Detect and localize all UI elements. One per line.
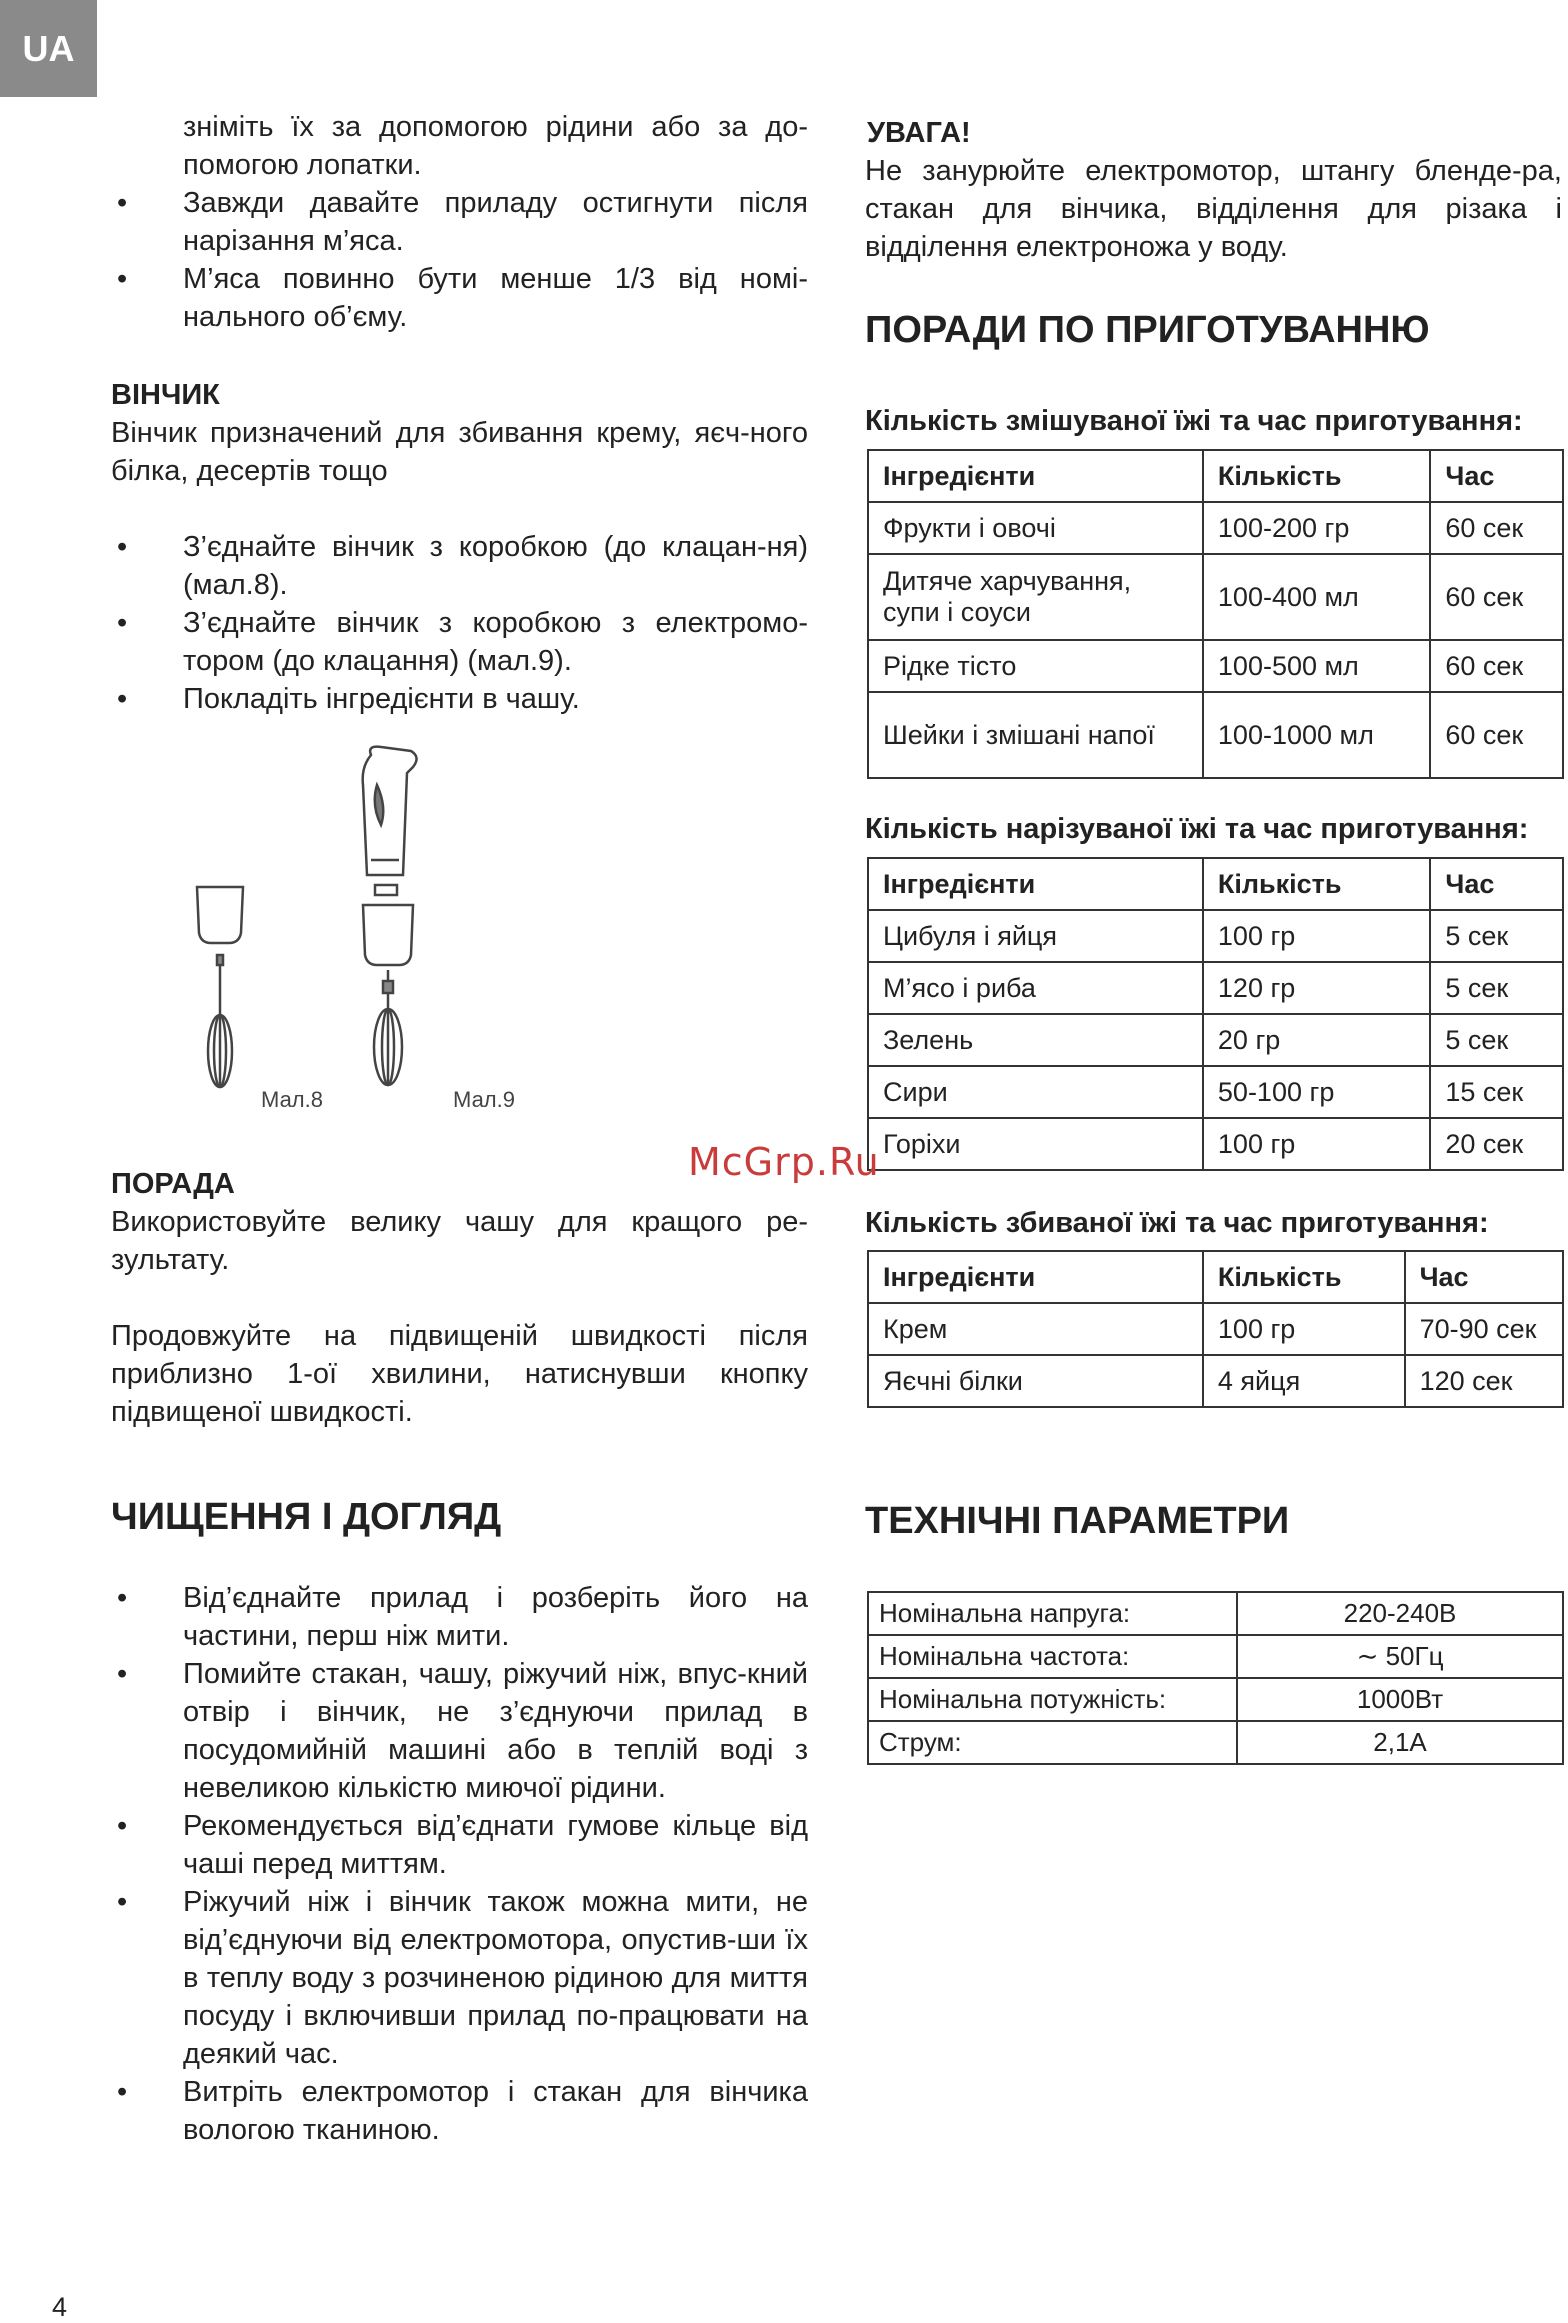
whisk-illustration [181,745,621,1115]
table-row [868,910,1563,962]
list-item: • Помийте стакан, чашу, ріжучий ніж, впус-кний отвір і вінчик, не з’єднуючи прилад в посудомийній машині або в теплій воді з невеликою кількістю миючої рідини. [117,1658,808,1804]
warning-text: Не занурюйте електромотор, штангу бленде-ра, стакан для вінчика, відділення для різака і відділення електроножа у воду. [865,155,1562,263]
tip-paragraph-1: Використовуйте велику чашу для кращого ре-зультату. [111,1206,808,1276]
table-row [868,554,1563,640]
fig9-blender-drawing [363,747,417,1085]
table-row [868,1014,1563,1066]
table-cell: 20 сек [1430,1118,1563,1170]
table-cell: Шейки і змішані напої [868,692,1203,778]
tip-paragraph-2: Продовжуйте на підвищеній швидкості після приблизно 1-ої хвилини, натиснувши кнопку підвищеної швидкості. [111,1320,808,1428]
chopping-table [867,857,1564,1171]
whipping-table [867,1250,1564,1408]
table-header-row [868,858,1563,910]
whisk-heading: ВІНЧИК [111,379,220,411]
list-item: • Від’єднайте прилад і розберіть його на частини, перш ніж мити. [117,1582,808,1652]
fig9-label: Мал.9 [453,1087,515,1112]
header-cell: Інгредієнти [868,450,1203,502]
table-cell: 60 сек [1430,692,1563,778]
table-row [868,1303,1563,1355]
table-row [868,1635,1563,1678]
list-item: • М’яса повинно бути менше 1/3 від номі-нального об’єму. [117,263,808,333]
table-cell: Дитяче харчування, супи і соуси [868,554,1203,640]
warning-heading: УВАГА! [867,117,971,149]
mixing-table [867,449,1564,779]
list-item: • З’єднайте вінчик з коробкою з електромо-тором (до клацання) (мал.9). [117,607,808,677]
table-cell: 100 гр [1203,910,1430,962]
table-cell: 100 гр [1203,1118,1430,1170]
table-caption-whipping: Кількість збиваної їжі та час приготування: [865,1207,1489,1239]
header-cell: Кількість [1203,1251,1405,1303]
table-cell: 5 сек [1430,962,1563,1014]
table-cell: 4 яйця [1203,1355,1405,1407]
param-value: 220-240В [1237,1592,1563,1635]
table-row [868,1355,1563,1407]
table-cell: 5 сек [1430,1014,1563,1066]
tech-params-table [867,1591,1564,1765]
table-row [868,1066,1563,1118]
tech-heading: ТЕХНІЧНІ ПАРАМЕТРИ [865,1500,1290,1542]
table-cell: Цибуля і яйця [868,910,1203,962]
table-cell: 5 сек [1430,910,1563,962]
cleaning-list [111,1579,808,2149]
header-cell: Час [1430,450,1563,502]
header-cell: Кількість [1203,450,1430,502]
table-row [868,962,1563,1014]
table-cell: 20 гр [1203,1014,1430,1066]
table-cell: 50-100 гр [1203,1066,1430,1118]
header-cell: Час [1430,858,1563,910]
intro-list [111,184,808,336]
list-item: • Завжди давайте приладу остигнути після нарізання м’яса. [117,187,808,257]
param-label: Струм: [868,1721,1237,1764]
list-item: • Витріть електромотор і стакан для вінчика вологою тканиною. [117,2076,808,2146]
table-cell: 100-1000 мл [1203,692,1430,778]
table-row [868,1678,1563,1721]
table-cell: 15 сек [1430,1066,1563,1118]
table-cell: 60 сек [1430,640,1563,692]
table-row [868,1118,1563,1170]
header-cell: Кількість [1203,858,1430,910]
whisk-steps [111,528,808,718]
fig8-label: Мал.8 [261,1087,323,1112]
list-item: • Рекомендується від’єднати гумове кільце від чаші перед миттям. [117,1810,808,1880]
table-row [868,502,1563,554]
table-cell: 100 гр [1203,1303,1405,1355]
table-cell: 100-500 мл [1203,640,1430,692]
table-cell: Сири [868,1066,1203,1118]
table-cell: Крем [868,1303,1203,1355]
table-cell: 100-200 гр [1203,502,1430,554]
table-header-row [868,1251,1563,1303]
table-cell: 60 сек [1430,554,1563,640]
table-cell: 120 гр [1203,962,1430,1014]
list-item: • Ріжучий ніж і вінчик також можна мити, не від’єднуючи від електромотора, опустив-ши їх в теплу воду з розчиненою рідиною для миття посуду і включивши прилад по-працювати на деякий час. [117,1886,808,2070]
table-cell: Фрукти і овочі [868,502,1203,554]
param-label: Номінальна напруга: [868,1592,1237,1635]
table-cell: Рідке тісто [868,640,1203,692]
language-tab: UA [0,0,97,97]
header-cell: Інгредієнти [868,1251,1203,1303]
cleaning-heading: ЧИЩЕННЯ І ДОГЛЯД [111,1496,502,1538]
header-cell: Інгредієнти [868,858,1203,910]
tips-heading: ПОРАДИ ПО ПРИГОТУВАННЮ [865,309,1430,351]
intro-continuation: зніміть їх за допомогою рідини або за до-помогою лопатки. [183,111,808,181]
table-cell: М’ясо і риба [868,962,1203,1014]
param-value: 1000Вт [1237,1678,1563,1721]
table-cell: 100-400 мл [1203,554,1430,640]
table-cell: 120 сек [1405,1355,1563,1407]
table-row [868,1721,1563,1764]
table-cell: Горіхи [868,1118,1203,1170]
watermark[interactable]: McGrp.Ru [688,1140,880,1184]
table-cell: 70-90 сек [1405,1303,1563,1355]
table-caption-chopping: Кількість нарізуваної їжі та час приготування: [865,813,1529,845]
table-header-row [868,450,1563,502]
page-number: 4 [52,2292,68,2322]
whisk-description: Вінчик призначений для збивання крему, яєч-ного білка, десертів тощо [111,417,808,487]
list-item: • З’єднайте вінчик з коробкою (до клацан-ня) (мал.8). [117,531,808,601]
table-cell: Зелень [868,1014,1203,1066]
param-label: Номінальна потужність: [868,1678,1237,1721]
table-caption-mixing: Кількість змішуваної їжі та час приготування: [865,405,1523,437]
fig8-whisk-drawing [197,887,243,1087]
list-item: • Покладіть інгредієнти в чашу. [117,683,580,715]
param-value: ∼ 50Гц [1237,1635,1563,1678]
header-cell: Час [1405,1251,1563,1303]
table-row [868,692,1563,778]
table-row [868,640,1563,692]
table-cell: Яєчні білки [868,1355,1203,1407]
tip-heading: ПОРАДА [111,1168,235,1200]
table-row [868,1592,1563,1635]
table-cell: 60 сек [1430,502,1563,554]
param-value: 2,1А [1237,1721,1563,1764]
param-label: Номінальна частота: [868,1635,1237,1678]
